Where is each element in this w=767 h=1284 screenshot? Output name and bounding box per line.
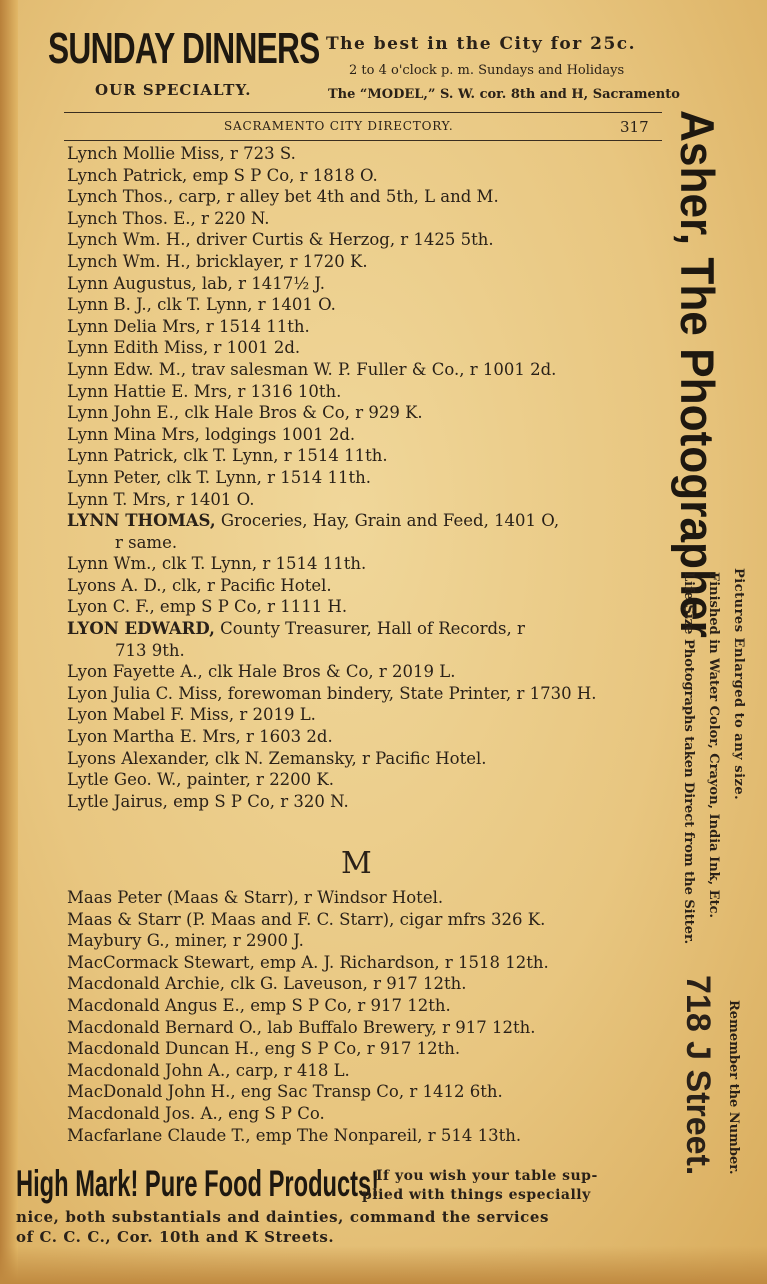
list-item: Lynn Augustus, lab, r 1417½ J. xyxy=(67,273,326,293)
list-item: Lytle Geo. W., painter, r 2200 K. xyxy=(67,770,334,790)
list-item: Maas Peter (Maas & Starr), r Windsor Hotel. xyxy=(67,888,444,907)
ad-pictures-enlarged: Pictures Enlarged to any size. xyxy=(731,568,746,801)
list-item: Macdonald Bernard O., lab Buffalo Brewery, r 917 12th. xyxy=(67,1017,536,1037)
list-item: Lyon Fayette A., clk Hale Bros & Co, r 2019 L. xyxy=(67,662,456,682)
ad-remember-number: Remember the Number. xyxy=(726,1000,741,1175)
list-item-bold xyxy=(67,618,665,640)
entry-detail: County Treasurer, Hall of Records, r xyxy=(214,619,525,639)
list-item: Lyon C. F., emp S P Co, r 1111 H. xyxy=(67,597,348,617)
ad-life-size: Life Size Photographs taken Direct from the Sitter. xyxy=(681,572,696,945)
list-item: Lynn Hattie E. Mrs, r 1316 10th. xyxy=(67,381,342,401)
list-item: Lynn Mina Mrs, lodgings 1001 2d. xyxy=(67,424,356,444)
list-item: Lyons A. D., clk, r Pacific Hotel. xyxy=(67,575,332,595)
list-item: Macdonald John A., carp, r 418 L. xyxy=(67,1060,350,1080)
ad-best-in-city: The best in the City for 25c. xyxy=(326,34,637,54)
ad-asher-photographer: Asher, The Photographer xyxy=(671,110,724,638)
list-item: Lynch Mollie Miss, r 723 S. xyxy=(67,144,296,163)
list-item: Lynch Wm. H., bricklayer, r 1720 K. xyxy=(67,251,368,271)
list-item: Lynn B. J., clk T. Lynn, r 1401 O. xyxy=(67,295,336,315)
entry-bold-name: LYNN THOMAS, xyxy=(67,511,216,531)
list-item: Lynn Edw. M., trav salesman W. P. Fuller & Co., r 1001 2d. xyxy=(67,359,557,379)
list-item: Lynn Edith Miss, r 1001 2d. xyxy=(67,338,301,358)
header-rule-top xyxy=(64,112,662,113)
list-item: Macdonald Archie, clk G. Laveuson, r 917 12th. xyxy=(67,974,467,994)
list-item: Maybury G., miner, r 2900 J. xyxy=(67,931,304,951)
list-item: Maas & Starr (P. Maas and F. C. Starr), cigar mfrs 326 K. xyxy=(67,909,546,929)
ad-table-line3: nice, both substantials and dainties, command the services xyxy=(16,1208,550,1226)
list-item: Macdonald Duncan H., eng S P Co, r 917 12th. xyxy=(67,1039,461,1059)
running-head: SACRAMENTO CITY DIRECTORY. xyxy=(224,119,454,133)
ad-high-mark: High Mark! Pure Food Products! xyxy=(16,1163,380,1204)
list-item: Lynn T. Mrs, r 1401 O. xyxy=(67,489,255,509)
list-item: Lynch Thos., carp, r alley bet 4th and 5th, L and M. xyxy=(67,187,499,207)
entry-detail: Groceries, Hay, Grain and Feed, 1401 O, xyxy=(215,511,560,531)
ad-street-address: 718 J Street. xyxy=(679,975,717,1176)
ad-finished-in: Finished in Water Color, Crayon, India Ink, Etc. xyxy=(706,572,721,919)
list-item: Lynch Wm. H., driver Curtis & Herzog, r 1425 5th. xyxy=(67,230,494,250)
page-number: 317 xyxy=(620,118,649,136)
header-rule-bottom xyxy=(64,140,662,141)
list-item: Lynn Patrick, clk T. Lynn, r 1514 11th. xyxy=(67,446,388,466)
ad-hours: 2 to 4 o'clock p. m. Sundays and Holidays xyxy=(349,63,625,78)
list-item: MacCormack Stewart, emp A. J. Richardson, r 1518 12th. xyxy=(67,952,549,972)
ad-table-line1: If you wish your table sup- xyxy=(376,1168,598,1184)
list-item-continuation: 713 9th. xyxy=(115,640,185,660)
section-letter: M xyxy=(341,846,372,881)
directory-entries-m xyxy=(67,887,665,1146)
ad-table-line4: of C. C. C., Cor. 10th and K Streets. xyxy=(16,1228,335,1246)
page-edge-shadow xyxy=(0,0,18,1284)
page-bottom-shadow xyxy=(0,1246,767,1284)
list-item: Lynn Delia Mrs, r 1514 11th. xyxy=(67,316,310,336)
list-item: Lynch Thos. E., r 220 N. xyxy=(67,208,270,228)
ad-model-address: The “MODEL,” S. W. cor. 8th and H, Sacramento xyxy=(328,87,680,102)
ad-our-specialty: OUR SPECIALTY. xyxy=(95,81,252,99)
directory-entries xyxy=(67,143,665,812)
list-item: Macfarlane Claude T., emp The Nonpareil, r 514 13th. xyxy=(67,1125,522,1145)
list-item: Macdonald Jos. A., eng S P Co. xyxy=(67,1103,325,1123)
list-item: Lyon Martha E. Mrs, r 1603 2d. xyxy=(67,727,333,747)
list-item-continuation: r same. xyxy=(115,532,178,552)
ad-sunday-dinners: SUNDAY DINNERS xyxy=(48,24,320,73)
list-item: Lynch Patrick, emp S P Co, r 1818 O. xyxy=(67,165,378,185)
list-item: Lyon Mabel F. Miss, r 2019 L. xyxy=(67,705,316,725)
list-item-bold xyxy=(67,510,665,532)
list-item: Macdonald Angus E., emp S P Co, r 917 12th. xyxy=(67,995,451,1015)
list-item: Lyon Julia C. Miss, forewoman bindery, State Printer, r 1730 H. xyxy=(67,683,597,703)
list-item: Lyons Alexander, clk N. Zemansky, r Pacific Hotel. xyxy=(67,748,487,768)
list-item: MacDonald John H., eng Sac Transp Co, r 1412 6th. xyxy=(67,1082,503,1102)
list-item: Lynn Peter, clk T. Lynn, r 1514 11th. xyxy=(67,467,372,487)
entry-bold-name: LYON EDWARD, xyxy=(67,619,215,639)
list-item: Lynn John E., clk Hale Bros & Co, r 929 K. xyxy=(67,403,423,423)
list-item: Lytle Jairus, emp S P Co, r 320 N. xyxy=(67,791,349,811)
ad-table-line2: plied with things especially xyxy=(362,1187,591,1203)
list-item: Lynn Wm., clk T. Lynn, r 1514 11th. xyxy=(67,554,367,574)
